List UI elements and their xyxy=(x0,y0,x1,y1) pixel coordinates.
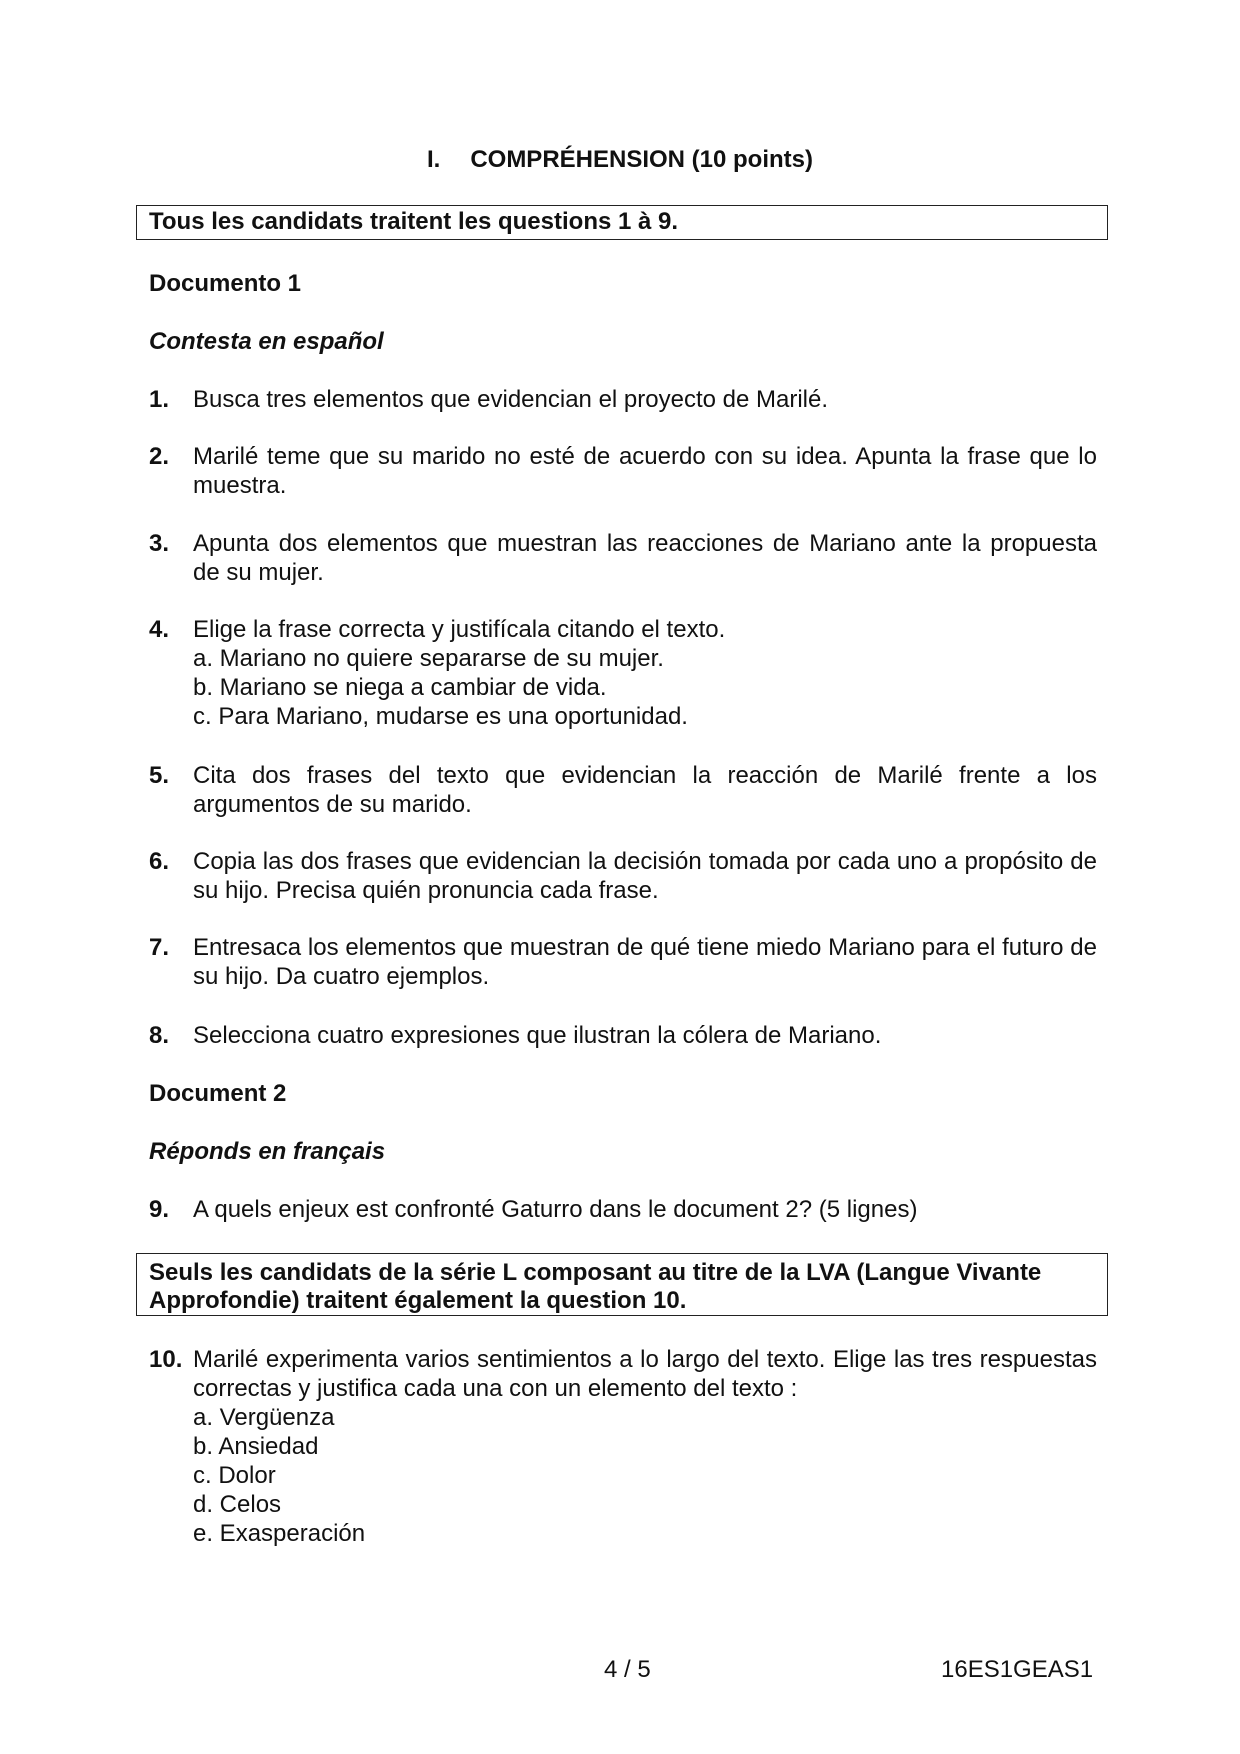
section-title xyxy=(0,146,1240,174)
question-4 xyxy=(149,615,1097,731)
question-9 xyxy=(149,1195,1097,1224)
question-6 xyxy=(149,847,1097,905)
question-text: Copia las dos frases que evidencian la decisión tomada por cada uno a propósito de su hijo. Precisa quién pronuncia cada frase. xyxy=(193,848,1097,904)
instruction-serie-l-box xyxy=(136,1253,1108,1316)
question-2 xyxy=(149,442,1097,500)
option-d: d. Celos xyxy=(193,1491,282,1518)
instruction-all-box xyxy=(136,205,1108,240)
question-text: Selecciona cuatro expresiones que ilustran la cólera de Mariano. xyxy=(193,1022,882,1049)
option-c: c. Para Mariano, mudarse es una oportunidad. xyxy=(193,703,688,730)
question-1 xyxy=(149,385,1097,414)
option-e: e. Exasperación xyxy=(193,1520,366,1547)
option-b: b. Ansiedad xyxy=(193,1433,319,1460)
question-number: 9. xyxy=(149,1196,170,1223)
question-10 xyxy=(149,1345,1097,1548)
option-b: b. Mariano se niega a cambiar de vida. xyxy=(193,674,607,701)
instruction-all-text: Tous les candidats traitent les questions 1 à 9. xyxy=(149,208,679,235)
question-text: Entresaca los elementos que muestran de qué tiene miedo Mariano para el futuro de su hijo. Da cuatro ejemplos. xyxy=(193,934,1097,990)
question-3 xyxy=(149,529,1097,587)
question-text: Marilé teme que su marido no esté de acuerdo con su idea. Apunta la frase que lo muestra. xyxy=(193,443,1097,499)
document-2-instruction: Réponds en français xyxy=(149,1138,386,1165)
question-text: Busca tres elementos que evidencian el proyecto de Marilé. xyxy=(193,386,829,413)
section-number: I. xyxy=(426,146,441,173)
option-c: c. Dolor xyxy=(193,1462,276,1489)
question-text: A quels enjeux est confronté Gaturro dans le document 2? (5 lignes) xyxy=(193,1196,918,1223)
question-text: Elige la frase correcta y justifícala citando el texto. xyxy=(193,616,726,643)
document-1-instruction: Contesta en español xyxy=(149,328,384,355)
section-heading: COMPRÉHENSION (10 points) xyxy=(470,146,814,173)
page-number: 4 / 5 xyxy=(604,1656,651,1683)
option-a: a. Vergüenza xyxy=(193,1404,335,1431)
question-number: 2. xyxy=(149,443,170,470)
question-text: Apunta dos elementos que muestran las reacciones de Mariano ante la propuesta de su mujer. xyxy=(193,530,1097,586)
option-a: a. Mariano no quiere separarse de su mujer. xyxy=(193,645,664,672)
question-number: 6. xyxy=(149,848,170,875)
question-number: 7. xyxy=(149,934,170,961)
question-text: Marilé experimenta varios sentimientos a lo largo del texto. Elige las tres respuestas correctas y justifica cada una con un elemento del texto : xyxy=(193,1346,1097,1402)
question-number: 1. xyxy=(149,386,170,413)
question-7 xyxy=(149,933,1097,991)
instruction-serie-l-text: Seuls les candidats de la série L composant au titre de la LVA (Langue Vivante Approfondie) traitent également la question 10. xyxy=(149,1259,1042,1314)
question-number: 3. xyxy=(149,530,170,557)
question-8 xyxy=(149,1021,1097,1050)
document-2-heading: Document 2 xyxy=(149,1080,287,1107)
document-1-heading: Documento 1 xyxy=(149,270,302,297)
question-5 xyxy=(149,761,1097,819)
document-code: 16ES1GEAS1 xyxy=(941,1656,1094,1683)
question-number: 10. xyxy=(149,1346,183,1373)
question-text: Cita dos frases del texto que evidencian la reacción de Marilé frente a los argumentos de su marido. xyxy=(193,762,1097,818)
question-number: 5. xyxy=(149,762,170,789)
question-number: 8. xyxy=(149,1022,170,1049)
question-number: 4. xyxy=(149,616,170,643)
